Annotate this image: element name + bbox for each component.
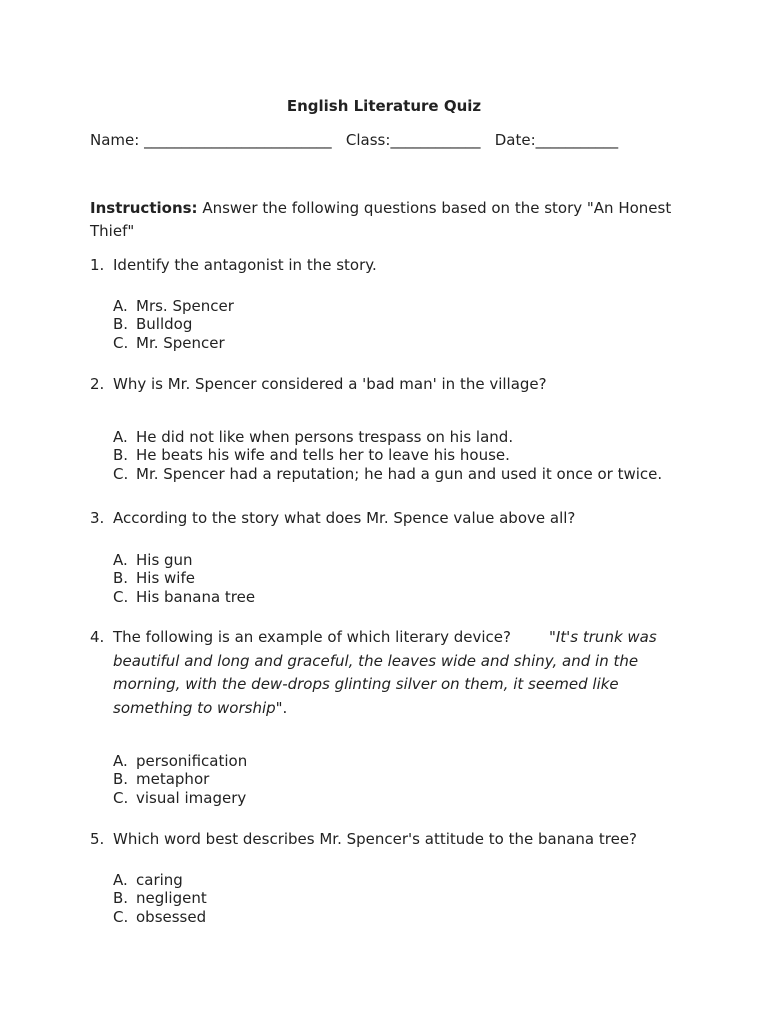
option-text: His wife — [136, 569, 195, 588]
question-5-options — [113, 871, 207, 926]
option-letter: B. — [113, 569, 129, 588]
option-letter: B. — [113, 315, 129, 334]
name-label: Name: — [90, 131, 140, 149]
option-letter: A. — [113, 551, 128, 569]
question-number: 2. — [90, 375, 105, 393]
question-5 — [90, 828, 680, 852]
option-text: negligent — [136, 889, 207, 908]
option-b[interactable] — [113, 315, 234, 333]
question-text-block — [113, 626, 680, 720]
date-field[interactable]: ___________ — [535, 131, 619, 149]
option-text: He did not like when persons trespass on his land. — [136, 428, 514, 446]
quoted-passage: It's trunk was beautiful and long and graceful, the leaves wide and shiny, and in the morning, with the dew-drops glinting silver on them, it seemed like something to worship — [113, 628, 657, 717]
question-text: The following is an example of which literary device? — [113, 628, 511, 646]
option-letter: C. — [113, 464, 129, 483]
option-text: caring — [136, 871, 183, 889]
option-c[interactable] — [113, 789, 247, 807]
question-number: 4. — [90, 628, 105, 646]
option-a[interactable] — [113, 428, 662, 446]
option-letter: C. — [113, 333, 129, 352]
option-text: His gun — [136, 551, 193, 569]
option-letter: B. — [113, 446, 129, 465]
instructions-label: Instructions: — [90, 199, 198, 217]
question-number: 1. — [90, 256, 105, 274]
question-text: Why is Mr. Spencer considered a 'bad man' in the village? — [113, 375, 547, 393]
question-4 — [90, 626, 680, 720]
option-letter: C. — [113, 788, 129, 807]
option-b[interactable] — [113, 569, 255, 587]
question-text: Identify the antagonist in the story. — [113, 256, 377, 274]
question-2-options — [113, 428, 662, 483]
option-letter: C. — [113, 587, 129, 606]
question-3 — [90, 507, 680, 531]
option-text: metaphor — [136, 770, 210, 789]
option-letter: A. — [113, 428, 128, 446]
question-4-options — [113, 752, 247, 807]
question-3-options — [113, 551, 255, 606]
option-text: visual imagery — [136, 788, 247, 807]
quote-close: ". — [275, 698, 288, 717]
option-b[interactable] — [113, 770, 247, 788]
class-field[interactable]: ____________ — [390, 131, 481, 149]
option-text: Bulldog — [136, 315, 193, 334]
option-a[interactable] — [113, 551, 255, 569]
option-letter: B. — [113, 770, 129, 789]
option-b[interactable] — [113, 889, 207, 907]
name-field[interactable]: _________________________ — [144, 131, 332, 149]
question-text: Which word best describes Mr. Spencer's attitude to the banana tree? — [113, 830, 638, 848]
option-c[interactable] — [113, 588, 255, 606]
question-1 — [90, 254, 680, 278]
date-label: Date: — [494, 131, 536, 149]
student-info-line — [90, 130, 618, 150]
option-b[interactable] — [113, 446, 662, 464]
option-c[interactable] — [113, 908, 207, 926]
option-text: His banana tree — [136, 587, 256, 606]
option-text: Mr. Spencer — [136, 333, 225, 352]
question-number: 3. — [90, 509, 105, 527]
page-title: English Literature Quiz — [286, 97, 482, 115]
question-number: 5. — [90, 830, 105, 848]
option-letter: A. — [113, 871, 128, 889]
option-a[interactable] — [113, 297, 234, 315]
quote-open: " — [548, 628, 556, 646]
option-a[interactable] — [113, 752, 247, 770]
question-text: According to the story what does Mr. Spence value above all? — [113, 509, 576, 527]
question-2 — [90, 373, 680, 397]
class-label: Class: — [345, 131, 391, 149]
option-c[interactable] — [113, 465, 662, 483]
option-c[interactable] — [113, 334, 234, 352]
option-letter: C. — [113, 907, 129, 926]
option-text: He beats his wife and tells her to leave his house. — [136, 446, 510, 465]
option-letter: A. — [113, 297, 128, 315]
option-letter: A. — [113, 752, 128, 770]
option-text: Mrs. Spencer — [136, 297, 234, 315]
instructions — [90, 197, 690, 243]
option-a[interactable] — [113, 871, 207, 889]
option-text: personification — [136, 752, 248, 770]
option-text: obsessed — [136, 907, 207, 926]
question-1-options — [113, 297, 234, 352]
option-letter: B. — [113, 889, 129, 908]
option-text: Mr. Spencer had a reputation; he had a gun and used it once or twice. — [136, 464, 663, 483]
instructions-text: Answer the following questions based on the story "An Honest Thief" — [90, 199, 672, 240]
